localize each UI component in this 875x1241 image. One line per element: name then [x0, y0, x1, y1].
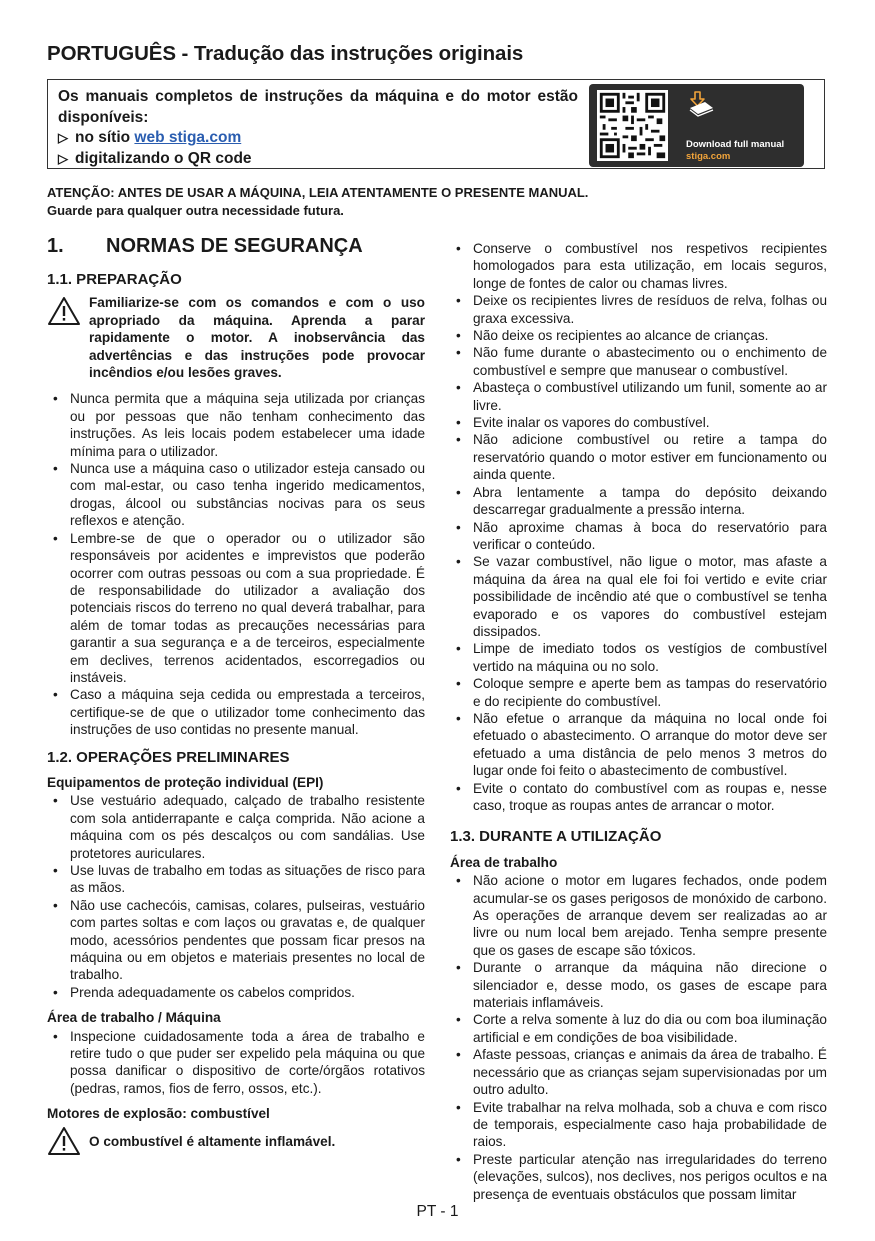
triangle-bullet-icon: ▷	[58, 130, 68, 145]
page-title: PORTUGUÊS - Tradução das instruções originais	[47, 42, 524, 65]
section-1-2-heading: 1.2. OPERAÇÕES PRELIMINARES	[47, 748, 290, 766]
download-icon	[687, 90, 715, 120]
qr-code-icon[interactable]	[597, 90, 668, 161]
work-area-machine-heading: Área de trabalho / Máquina	[47, 1010, 221, 1026]
attention-notice	[47, 184, 827, 219]
fuel-warning-text: O combustível é altamente inflamável.	[89, 1133, 336, 1149]
fuel-heading: Motores de explosão: combustível	[47, 1106, 270, 1122]
page-number: PT - 1	[416, 1203, 459, 1220]
list-item: • Preste particular atenção nas irregularidades do terreno (elevações, sulcos), nos declives, nos perigos ocultos e na presença de eventuais obstáculos que possam limitar	[450, 1151, 827, 1203]
list-item: • Durante o arranque da máquina não direcione o silenciador e, desse modo, os gases de escape para materiais inflamáveis.	[450, 959, 827, 1011]
list-item: • Nunca permita que a máquina seja utilizada por crianças ou por pessoas que não tenham conhecimento das instruções. As leis locais podem estabelecer uma idade mínima para o utilizador.	[47, 390, 425, 460]
attention-line-1: ATENÇÃO: ANTES DE USAR A MÁQUINA, LEIA ATENTAMENTE O PRESENTE MANUAL.	[47, 185, 589, 200]
list-item: • Deixe os recipientes livres de resíduos de relva, folhas ou graxa excessiva.	[450, 292, 827, 327]
list-item: • Não acione o motor em lugares fechados, onde podem acumular-se os gases perigosos de monóxido de carbono. As operações de arranque devem ser realizadas ao ar livre ou num local bem arejado. Tenha sempre presente que os gases de escape são tóxicos.	[450, 872, 827, 959]
section-1-3-heading: 1.3. DURANTE A UTILIZAÇÃO	[450, 828, 662, 846]
fuel-list	[450, 240, 827, 814]
during-use-list	[450, 872, 827, 1203]
list-item: • Abra lentamente a tampa do depósito deixando descarregar gradualmente a pressão interna.	[450, 484, 827, 519]
triangle-bullet-icon: ▷	[58, 150, 68, 166]
warning-triangle-icon	[47, 296, 81, 326]
download-manual-badge[interactable]	[589, 84, 804, 167]
list-item: • Evite inalar os vapores do combustível.	[450, 414, 827, 431]
manual-info-box	[47, 79, 825, 169]
stiga-website-link[interactable]: web stiga.com	[134, 129, 242, 146]
work-area-machine-list	[47, 1028, 425, 1098]
list-item: • Não adicione combustível ou retire a tampa do reservatório quando o motor estiver em funcionamento ou ainda quente.	[450, 431, 827, 483]
section-1-1-heading: 1.1. PREPARAÇÃO	[47, 271, 182, 288]
manual-info-intro: Os manuais completos de instruções da máquina e do motor estão disponíveis:	[58, 88, 578, 126]
left-column	[47, 235, 425, 1159]
preparation-warning	[47, 294, 425, 381]
list-item: • Corte a relva somente à luz do dia ou com boa iluminação artificial e em condições de boa visibilidade.	[450, 1011, 827, 1046]
list-item: • Afaste pessoas, crianças e animais da área de trabalho. É necessário que as crianças sejam supervisionadas por um outro adulto.	[450, 1046, 827, 1098]
list-item: • Use luvas de trabalho em todas as situações de risco para as mãos.	[47, 862, 425, 897]
preparation-list	[47, 390, 425, 738]
list-item: • Limpe de imediato todos os vestígios de combustível vertido na máquina ou no solo.	[450, 640, 827, 675]
qr-line-text: digitalizando o QR code	[75, 149, 252, 167]
manual-info-qr-line	[58, 149, 578, 170]
site-prefix: no sítio	[75, 129, 135, 146]
manual-info-site-line	[58, 128, 578, 149]
download-label: Download full manual	[686, 139, 785, 150]
list-item: • Não efetue o arranque da máquina no local onde foi efetuado o abastecimento. O arranque do motor deve ser efetuado a uma distância de pelo menos 3 metros do lugar onde foi feito o abastecimento de combustível.	[450, 710, 827, 780]
fuel-warning	[47, 1126, 425, 1150]
list-item: • Inspecione cuidadosamente toda a área de trabalho e retire tudo o que puder ser expelido pela máquina ou que possa danificar o dispositivo de corte/órgãos rotativos (pedras, ramos, fios de ferro, ossos, etc.).	[47, 1028, 425, 1098]
section-1-number: 1.	[47, 235, 64, 257]
right-column	[450, 240, 827, 1203]
attention-line-2: Guarde para qualquer outra necessidade futura.	[47, 202, 344, 218]
epi-heading: Equipamentos de proteção individual (EPI)	[47, 774, 324, 790]
download-site: stiga.com	[686, 151, 731, 162]
manual-info-text	[58, 87, 578, 169]
list-item: • Não deixe os recipientes ao alcance de crianças.	[450, 327, 827, 344]
list-item: • Não fume durante o abastecimento ou o enchimento de combustível e sempre que manusear o combustível.	[450, 344, 827, 379]
section-1-heading	[47, 235, 425, 264]
warning-triangle-icon	[47, 1126, 81, 1156]
list-item: • Não use cachecóis, camisas, colares, pulseiras, vestuário com partes soltas e com laços ou gravatas e, de qualquer modo, acessórios pendentes que possam ficar presos na máquina ou em objetos e materiais presentes no local de trabalho.	[47, 897, 425, 984]
list-item: • Coloque sempre e aperte bem as tampas do reservatório e do recipiente do combustível.	[450, 675, 827, 710]
list-item: • Evite o contato do combustível com as roupas e, nesse caso, troque as roupas antes de arrancar o motor.	[450, 780, 827, 815]
list-item: • Não aproxime chamas à boca do reservatório para verificar o conteúdo.	[450, 519, 827, 554]
list-item: • Evite trabalhar na relva molhada, sob a chuva e com risco de temporais, especialmente caso haja probabilidade de raios.	[450, 1099, 827, 1151]
work-area-heading: Área de trabalho	[450, 854, 558, 870]
list-item: • Se vazar combustível, não ligue o motor, mas afaste a máquina da área na qual ele foi foi vertido e evite criar possibilidade de incêndio até que o combustível se tenha evaporado e os vapores do combustível estejam dissipados.	[450, 553, 827, 640]
list-item: • Caso a máquina seja cedida ou emprestada a terceiros, certifique-se de que o utilizador tome conhecimento das instruções de uso contidas no presente manual.	[47, 686, 425, 738]
preparation-warning-text: Familiarize-se com os comandos e com o uso apropriado da máquina. Aprenda a parar rapidamente o motor. A inobservância das advertências e das instruções pode provocar incêndios e/ou lesões graves.	[89, 295, 425, 381]
list-item: • Conserve o combustível nos respetivos recipientes homologados para esta utilização, em locais seguros, longe de fontes de calor ou chamas livres.	[450, 240, 827, 292]
section-1-title: NORMAS DE SEGURANÇA	[106, 235, 363, 257]
list-item: • Prenda adequadamente os cabelos compridos.	[47, 984, 425, 1001]
list-item: • Use vestuário adequado, calçado de trabalho resistente com sola antiderrapante e calça comprida. Não acione a máquina com os pés descalços ou com sandálias. Use protetores auriculares.	[47, 792, 425, 862]
list-item: • Nunca use a máquina caso o utilizador esteja cansado ou com mal-estar, ou caso tenha ingerido medicamentos, drogas, álcool ou substâncias nocivas para os seus reflexos e atenção.	[47, 460, 425, 530]
epi-list	[47, 792, 425, 1001]
list-item: • Lembre-se de que o operador ou o utilizador são responsáveis por acidentes e imprevistos que poderão ocorrer com outras pessoas ou com a sua propriedade. É de responsabilidade do utilizador a avaliação dos potenciais riscos do terreno no qual deverá trabalhar, para além de tomar todas as precauções necessárias para garantir a sua segurança e a de terceiros, especialmente em declives, terrenos acidentados, escorregadios ou instáveis.	[47, 530, 425, 687]
list-item: • Abasteça o combustível utilizando um funil, somente ao ar livre.	[450, 379, 827, 414]
